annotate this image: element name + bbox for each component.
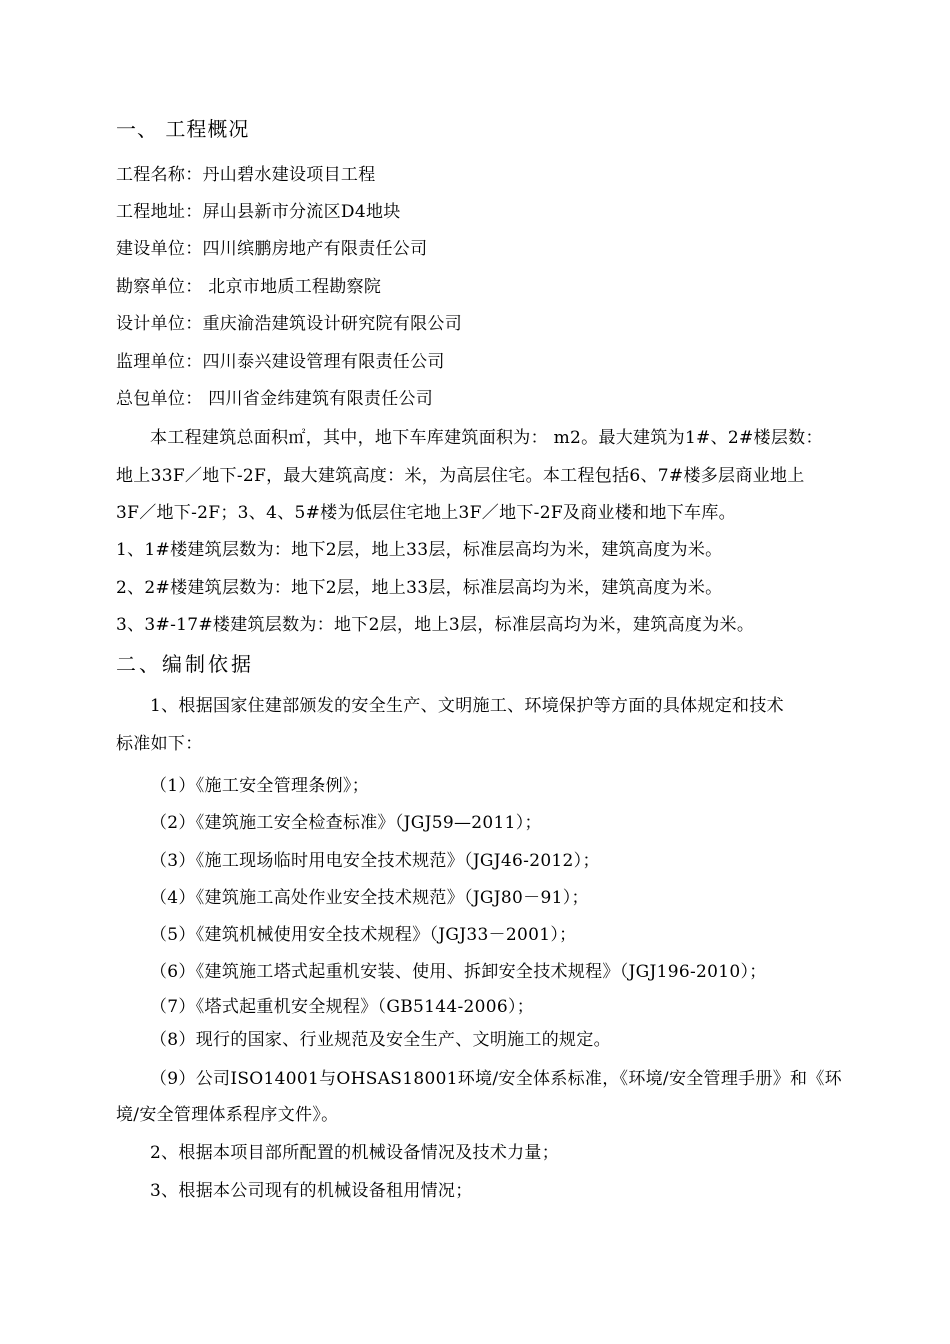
overview-paragraph-line: 3F／地下-2F；3、4、5#楼为低层住宅地上3F／地下-2F及商业楼和地下车库。: [116, 503, 736, 523]
standard-item: （6）《建筑施工塔式起重机安装、使用、拆卸安全技术规程》（JGJ196-2010）；: [150, 962, 767, 982]
contractor-field: 总包单位： 四川省金纬建筑有限责任公司: [116, 389, 434, 409]
building-1-floors: 1、1#楼建筑层数为：地下2层，地上33层，标准层高均为米，建筑高度为米。: [116, 540, 723, 560]
building-2-floors: 2、2#楼建筑层数为：地下2层，地上33层，标准层高均为米，建筑高度为米。: [116, 578, 723, 598]
standard-item: （5）《建筑机械使用安全技术规程》（JGJ33－2001）；: [150, 925, 577, 945]
developer-field: 建设单位：四川缤鹏房地产有限责任公司: [116, 239, 428, 259]
basis-1-line: 标准如下：: [116, 734, 203, 754]
standard-item: （8）现行的国家、行业规范及安全生产、文明施工的规定。: [150, 1030, 611, 1050]
basis-2-line: 2、根据本项目部所配置的机械设备情况及技术力量；: [150, 1143, 560, 1163]
section-heading-basis: 二、编制依据: [116, 652, 254, 676]
project-name-field: 工程名称：丹山碧水建设项目工程: [116, 165, 376, 185]
standard-item: （4）《建筑施工高处作业安全技术规范》（JGJ80－91）；: [150, 888, 589, 908]
supervision-unit-field: 监理单位：四川泰兴建设管理有限责任公司: [116, 352, 445, 372]
standard-item: （9）公司ISO14001与OHSAS18001环境/安全体系标准，《环境/安全管理手册》和《环: [150, 1069, 842, 1089]
standard-item-continuation: 境/安全管理体系程序文件》。: [116, 1105, 339, 1125]
standard-item: （2）《建筑施工安全检查标准》（JGJ59—2011）；: [150, 813, 542, 833]
project-address-field: 工程地址：屏山县新市分流区D4地块: [116, 202, 401, 222]
basis-3-line: 3、根据本公司现有的机械设备租用情况；: [150, 1181, 473, 1201]
overview-paragraph-line: 本工程建筑总面积㎡，其中，地下车库建筑面积为： m2。最大建筑为1#、2#楼层数：: [150, 428, 823, 448]
overview-paragraph-line: 地上33F／地下-2F，最大建筑高度：米，为高层住宅。本工程包括6、7#楼多层商业地上: [116, 466, 805, 486]
standard-item: （1）《施工安全管理条例》；: [150, 776, 370, 796]
survey-unit-field: 勘察单位： 北京市地质工程勘察院: [116, 277, 382, 297]
section-heading-overview: 一、 工程概况: [116, 117, 250, 141]
standard-item: （3）《施工现场临时用电安全技术规范》（JGJ46-2012）；: [150, 851, 600, 871]
standard-item: （7）《塔式起重机安全规程》（GB5144-2006）；: [150, 997, 535, 1017]
basis-1-line: 1、根据国家住建部颁发的安全生产、文明施工、环境保护等方面的具体规定和技术: [150, 696, 784, 716]
building-3-17-floors: 3、3#-17#楼建筑层数为：地下2层，地上3层，标准层高均为米，建筑高度为米。: [116, 615, 755, 635]
design-unit-field: 设计单位：重庆渝浩建筑设计研究院有限公司: [116, 314, 462, 334]
